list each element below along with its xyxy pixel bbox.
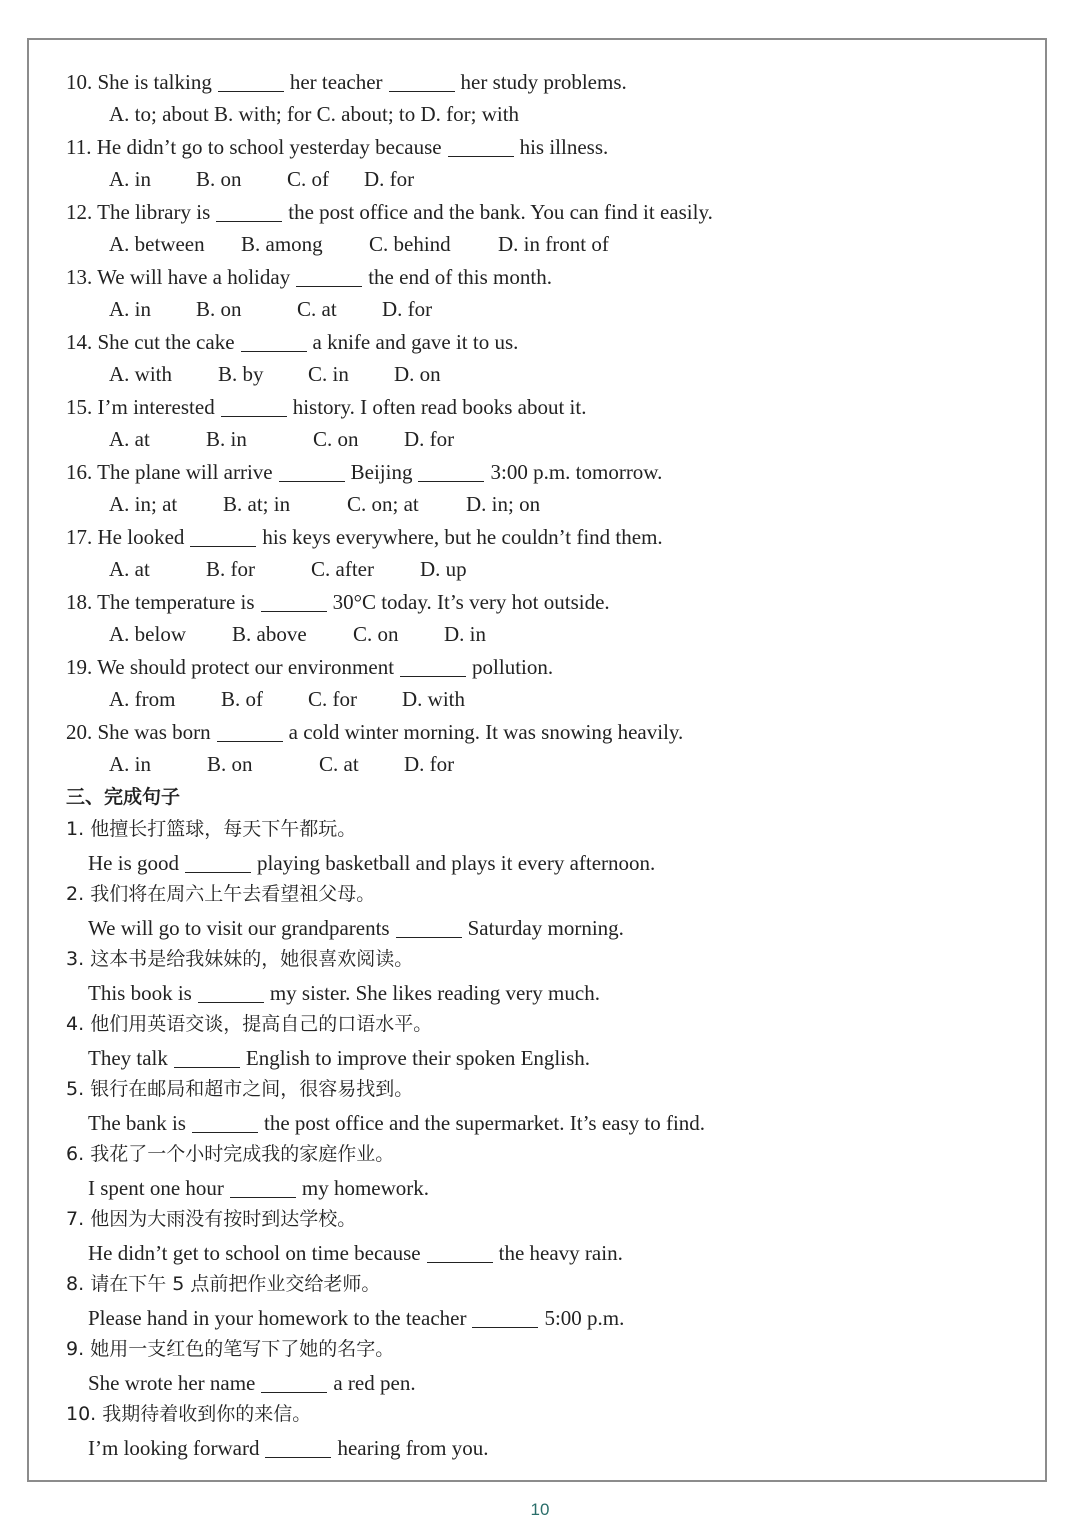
item-10-chinese: 10. 我期待着收到你的来信。: [66, 1403, 312, 1425]
answer-blank[interactable]: [396, 915, 462, 938]
item-3-english: This book is my sister. She likes reading very much.: [88, 981, 600, 1005]
answer-blank[interactable]: [174, 1045, 240, 1068]
item-2-chinese: 2. 我们将在周六上午去看望祖父母。: [66, 883, 376, 905]
item-10-english: I’m looking forward hearing from you.: [88, 1436, 489, 1460]
question-text: a knife and gave it to us.: [312, 330, 519, 354]
question-20: [66, 716, 683, 748]
question-10: [66, 66, 627, 98]
question-text: The library is: [97, 200, 211, 224]
option-a: A. from: [109, 687, 176, 711]
answer-blank[interactable]: [296, 264, 362, 287]
option-a: A. with: [109, 362, 172, 386]
question-13: [66, 261, 552, 293]
page-number: 10: [530, 1500, 550, 1519]
option-b: B. above: [232, 622, 307, 646]
option-d: D. in: [444, 622, 486, 646]
answer-blank[interactable]: [190, 524, 256, 547]
option-b: B. on: [196, 167, 242, 191]
option-d: D. on: [394, 362, 441, 386]
item-4-english: They talk English to improve their spoken English.: [88, 1046, 591, 1070]
question-16: [66, 456, 662, 488]
option-a: A. between: [109, 232, 205, 256]
option-c: C. after: [311, 557, 374, 581]
item-1-english: He is good playing basketball and plays it every afternoon.: [88, 851, 656, 875]
option-b: B. by: [218, 362, 264, 386]
question-text: The temperature is: [97, 590, 255, 614]
options-17: [109, 553, 467, 585]
item-2-english: We will go to visit our grandparents Saturday morning.: [88, 916, 624, 940]
question-14: [66, 326, 518, 358]
question-text: a cold winter morning. It was snowing heavily.: [288, 720, 684, 744]
item-5-english: The bank is the post office and the supermarket. It’s easy to find.: [88, 1111, 706, 1135]
option-c: C. at: [319, 752, 359, 776]
option-c: C. on: [313, 427, 359, 451]
option-d: D. up: [420, 557, 467, 581]
answer-blank[interactable]: [261, 589, 327, 612]
option-a: A. in: [109, 297, 151, 321]
options-15: [109, 423, 454, 455]
option-a: A. in: [109, 167, 151, 191]
question-text: his illness.: [519, 135, 609, 159]
options-11: [109, 163, 414, 195]
question-11: [66, 131, 608, 163]
option-b: B. on: [196, 297, 242, 321]
item-9-english: She wrote her name a red pen.: [88, 1371, 416, 1395]
question-number: 19.: [66, 655, 93, 679]
option-c: C. at: [297, 297, 337, 321]
question-17: [66, 521, 663, 553]
option-b: B. of: [221, 687, 263, 711]
options-10: [109, 98, 519, 130]
question-number: 10.: [66, 70, 93, 94]
answer-blank[interactable]: [400, 654, 466, 677]
options-16: [109, 488, 540, 520]
question-text: history. I often read books about it.: [292, 395, 587, 419]
question-number: 18.: [66, 590, 93, 614]
answer-blank[interactable]: [418, 459, 484, 482]
question-text: He didn’t go to school yesterday because: [96, 135, 442, 159]
options-20: [109, 748, 454, 780]
answer-blank[interactable]: [221, 394, 287, 417]
question-number: 14.: [66, 330, 93, 354]
option-line: A. to; about B. with; for C. about; to D. for; with: [109, 102, 520, 126]
item-8-chinese: 8. 请在下午 5 点前把作业交给老师。: [66, 1273, 381, 1295]
option-b: B. for: [206, 557, 255, 581]
question-number: 17.: [66, 525, 93, 549]
answer-blank[interactable]: [230, 1175, 296, 1198]
answer-blank[interactable]: [261, 1370, 327, 1393]
question-18: [66, 586, 610, 618]
answer-blank[interactable]: [216, 199, 282, 222]
item-5-chinese: 5. 银行在邮局和超市之间，很容易找到。: [66, 1078, 414, 1100]
item-6-english: I spent one hour my homework.: [88, 1176, 430, 1200]
question-number: 15.: [66, 395, 93, 419]
item-7-english: He didn’t get to school on time because the heavy rain.: [88, 1241, 623, 1265]
option-c: C. for: [308, 687, 357, 711]
option-c: C. on: [353, 622, 399, 646]
section-heading: 三、完成句子: [66, 786, 181, 808]
question-text: We should protect our environment: [97, 655, 395, 679]
option-a: A. in: [109, 752, 151, 776]
question-text: the post office and the bank. You can find it easily.: [288, 200, 713, 224]
question-text: her teacher: [289, 70, 383, 94]
question-number: 11.: [66, 135, 92, 159]
option-d: D. for: [404, 752, 455, 776]
option-d: D. for: [364, 167, 415, 191]
question-text: I’m interested: [97, 395, 215, 419]
options-12: [109, 228, 609, 260]
question-text: 30°C today. It’s very hot outside.: [332, 590, 610, 614]
answer-blank[interactable]: [448, 134, 514, 157]
question-text: his keys everywhere, but he couldn’t find them.: [262, 525, 663, 549]
option-c: C. in: [308, 362, 349, 386]
question-15: [66, 391, 586, 423]
option-a: A. at: [109, 427, 150, 451]
options-13: [109, 293, 432, 325]
answer-blank[interactable]: [389, 69, 455, 92]
option-a: A. at: [109, 557, 150, 581]
question-text: The plane will arrive: [97, 460, 273, 484]
answer-blank[interactable]: [185, 850, 251, 873]
question-text: She is talking: [97, 70, 212, 94]
option-d: D. in front of: [498, 232, 609, 256]
question-text: her study problems.: [460, 70, 627, 94]
answer-blank[interactable]: [218, 69, 284, 92]
answer-blank[interactable]: [192, 1110, 258, 1133]
option-a: A. in; at: [109, 492, 178, 516]
answer-blank[interactable]: [279, 459, 345, 482]
option-b: B. among: [241, 232, 323, 256]
option-d: D. with: [402, 687, 465, 711]
option-a: A. below: [109, 622, 186, 646]
question-text: pollution.: [472, 655, 554, 679]
item-6-chinese: 6. 我花了一个小时完成我的家庭作业。: [66, 1143, 395, 1165]
question-text: 3:00 p.m. tomorrow.: [490, 460, 663, 484]
answer-blank[interactable]: [241, 329, 307, 352]
answer-blank[interactable]: [217, 719, 283, 742]
option-c: C. of: [287, 167, 329, 191]
option-d: D. in; on: [466, 492, 541, 516]
question-text: She was born: [97, 720, 211, 744]
question-text: He looked: [97, 525, 185, 549]
question-text: Beijing: [350, 460, 413, 484]
item-1-chinese: 1. 他擅长打篮球，每天下午都玩。: [66, 818, 357, 840]
options-18: [109, 618, 486, 650]
question-number: 20.: [66, 720, 93, 744]
question-19: [66, 651, 553, 683]
answer-blank[interactable]: [198, 980, 264, 1003]
question-12: [66, 196, 713, 228]
question-number: 13.: [66, 265, 93, 289]
question-text: the end of this month.: [368, 265, 552, 289]
item-9-chinese: 9. 她用一支红色的笔写下了她的名字。: [66, 1338, 395, 1360]
question-number: 12.: [66, 200, 93, 224]
question-text: We will have a holiday: [97, 265, 291, 289]
answer-blank[interactable]: [265, 1435, 331, 1458]
item-4-chinese: 4. 他们用英语交谈，提高自己的口语水平。: [66, 1013, 433, 1035]
answer-blank[interactable]: [427, 1240, 493, 1263]
option-c: C. behind: [369, 232, 451, 256]
options-14: [109, 358, 441, 390]
question-text: She cut the cake: [97, 330, 235, 354]
item-7-chinese: 7. 他因为大雨没有按时到达学校。: [66, 1208, 357, 1230]
options-19: [109, 683, 465, 715]
option-b: B. on: [207, 752, 253, 776]
item-8-english: Please hand in your homework to the teacher 5:00 p.m.: [88, 1306, 625, 1330]
option-c: C. on; at: [347, 492, 419, 516]
option-d: D. for: [382, 297, 433, 321]
question-number: 16.: [66, 460, 93, 484]
answer-blank[interactable]: [472, 1305, 538, 1328]
option-d: D. for: [404, 427, 455, 451]
option-b: B. at; in: [223, 492, 291, 516]
option-b: B. in: [206, 427, 247, 451]
item-3-chinese: 3. 这本书是给我妹妹的，她很喜欢阅读。: [66, 948, 414, 970]
